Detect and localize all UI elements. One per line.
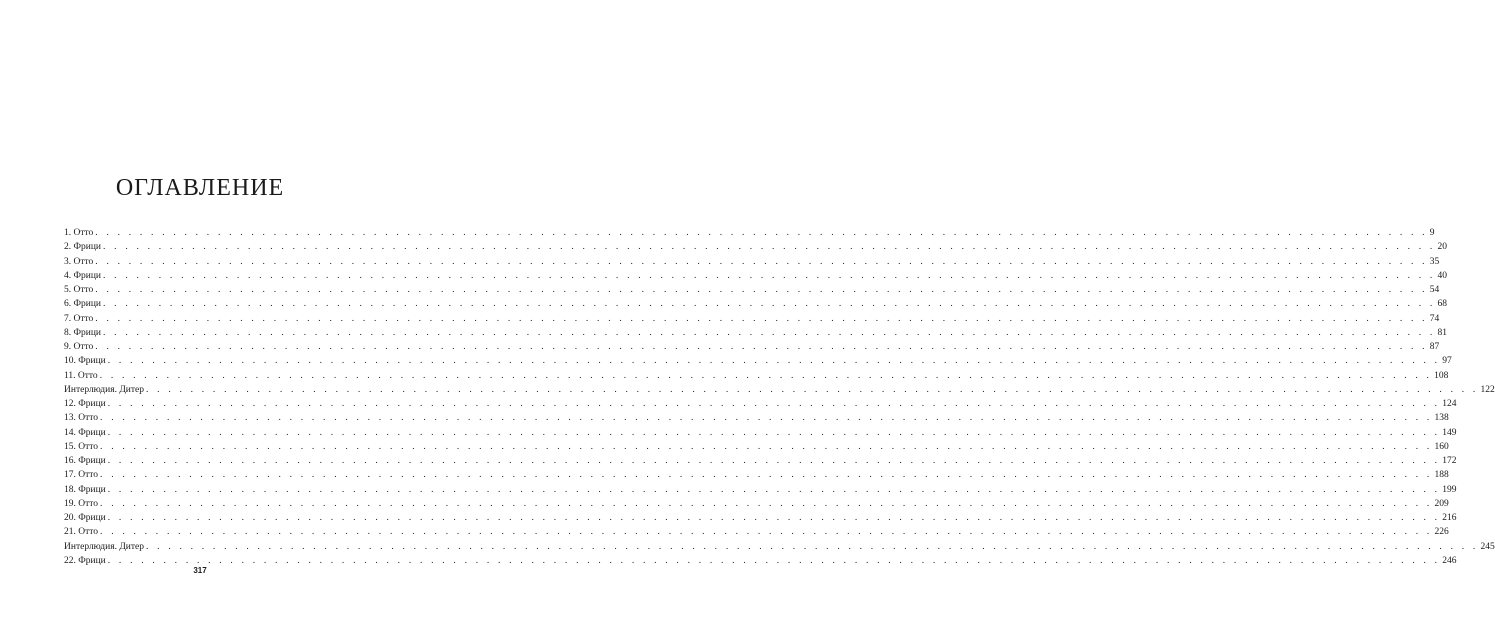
toc-dot-leader: . . . . . . . . . . . . . . . . . . . . . . . . . . . . . . . . . . . . . . . . . . . . . . . . . . . . . . . . . . . . . . . . . . . . . . . . . . . . . . . . . . . . . . . . . . . . . . . . . . . . . . . . . . . . . . . . . . . . . . . .	[107, 555, 1441, 566]
toc-dot-leader: . . . . . . . . . . . . . . . . . . . . . . . . . . . . . . . . . . . . . . . . . . . . . . . . . . . . . . . . . . . . . . . . . . . . . . . . . . . . . . . . . . . . . . . . . . . . . . . . . . . . . . . . . . . . . . . . . . . . . . . .	[100, 527, 1433, 538]
toc-dot-leader: . . . . . . . . . . . . . . . . . . . . . . . . . . . . . . . . . . . . . . . . . . . . . . . . . . . . . . . . . . . . . . . . . . . . . . . . . . . . . . . . . . . . . . . . . . . . . . . . . . . . . . . . . . . . . . . . . . . . . . . .	[100, 498, 1433, 509]
toc-dot-leader: . . . . . . . . . . . . . . . . . . . . . . . . . . . . . . . . . . . . . . . . . . . . . . . . . . . . . . . . . . . . . . . . . . . . . . . . . . . . . . . . . . . . . . . . . . . . . . . . . . . . . . . . . . . . . . . . . . . . . . . .	[100, 441, 1433, 452]
page-number: 317	[193, 566, 207, 575]
toc-entry-label: 10. Фрици	[64, 356, 106, 367]
toc-entry-label: 2. Фрици	[64, 242, 102, 253]
toc-entry-label: 5. Отто	[64, 285, 94, 295]
toc-dot-leader: . . . . . . . . . . . . . . . . . . . . . . . . . . . . . . . . . . . . . . . . . . . . . . . . . . . . . . . . . . . . . . . . . . . . . . . . . . . . . . . . . . . . . . . . . . . . . . . . . . . . . . . . . . . . . . . . . . . . . . . .	[107, 356, 1441, 367]
toc-entry-page: 108	[1434, 370, 1449, 381]
toc-entry-page: 138	[1434, 413, 1449, 424]
toc-entry-label: 20. Фрици	[64, 513, 106, 523]
toc-entry-page: 54	[1429, 285, 1440, 295]
toc-entry[interactable]	[64, 326, 1447, 340]
toc-entry-page: 35	[1429, 256, 1440, 267]
toc-dot-leader: . . . . . . . . . . . . . . . . . . . . . . . . . . . . . . . . . . . . . . . . . . . . . . . . . . . . . . . . . . . . . . . . . . . . . . . . . . . . . . . . . . . . . . . . . . . . . . . . . . . . . . . . . . . . . . . . . . . . . . . .	[146, 384, 1479, 395]
toc-dot-leader: . . . . . . . . . . . . . . . . . . . . . . . . . . . . . . . . . . . . . . . . . . . . . . . . . . . . . . . . . . . . . . . . . . . . . . . . . . . . . . . . . . . . . . . . . . . . . . . . . . . . . . . . . . . . . . . . . . . . . . . .	[103, 270, 1436, 281]
toc-entry-page: 74	[1429, 313, 1440, 324]
toc-entry-label: 12. Фрици	[64, 399, 106, 409]
toc-entry[interactable]	[64, 440, 1449, 454]
toc-entry-label: Интерлюдия. Дитер	[64, 384, 145, 395]
toc-entry-page: 97	[1442, 356, 1452, 367]
toc-entry-label: 19. Отто	[64, 498, 99, 509]
toc-dot-leader: . . . . . . . . . . . . . . . . . . . . . . . . . . . . . . . . . . . . . . . . . . . . . . . . . . . . . . . . . . . . . . . . . . . . . . . . . . . . . . . . . . . . . . . . . . . . . . . . . . . . . . . . . . . . . . . . . . . . . . . .	[103, 242, 1436, 253]
toc-dot-leader: . . . . . . . . . . . . . . . . . . . . . . . . . . . . . . . . . . . . . . . . . . . . . . . . . . . . . . . . . . . . . . . . . . . . . . . . . . . . . . . . . . . . . . . . . . . . . . . . . . . . . . . . . . . . . . . . . . . . . . . .	[95, 313, 1428, 324]
toc-dot-leader: . . . . . . . . . . . . . . . . . . . . . . . . . . . . . . . . . . . . . . . . . . . . . . . . . . . . . . . . . . . . . . . . . . . . . . . . . . . . . . . . . . . . . . . . . . . . . . . . . . . . . . . . . . . . . . . . . . . . . . . .	[146, 541, 1479, 552]
toc-entry[interactable]	[64, 226, 1435, 240]
table-of-contents	[64, 226, 1495, 568]
toc-entry-label: 9. Отто	[64, 342, 94, 352]
toc-dot-leader: . . . . . . . . . . . . . . . . . . . . . . . . . . . . . . . . . . . . . . . . . . . . . . . . . . . . . . . . . . . . . . . . . . . . . . . . . . . . . . . . . . . . . . . . . . . . . . . . . . . . . . . . . . . . . . . . . . . . . . . .	[107, 513, 1441, 523]
toc-entry-page: 122	[1480, 384, 1495, 395]
toc-entry[interactable]	[64, 240, 1447, 254]
toc-dot-leader: . . . . . . . . . . . . . . . . . . . . . . . . . . . . . . . . . . . . . . . . . . . . . . . . . . . . . . . . . . . . . . . . . . . . . . . . . . . . . . . . . . . . . . . . . . . . . . . . . . . . . . . . . . . . . . . . . . . . . . . .	[107, 456, 1441, 466]
toc-entry-label: 21. Отто	[64, 527, 99, 538]
toc-entry-label: 3. Отто	[64, 256, 94, 267]
toc-entry[interactable]	[64, 297, 1447, 311]
toc-dot-leader: . . . . . . . . . . . . . . . . . . . . . . . . . . . . . . . . . . . . . . . . . . . . . . . . . . . . . . . . . . . . . . . . . . . . . . . . . . . . . . . . . . . . . . . . . . . . . . . . . . . . . . . . . . . . . . . . . . . . . . . .	[100, 470, 1433, 481]
toc-entry-page: 226	[1434, 527, 1449, 538]
toc-entry[interactable]	[64, 540, 1495, 554]
toc-entry-page: 68	[1437, 299, 1447, 310]
toc-entry[interactable]	[64, 383, 1495, 397]
toc-dot-leader: . . . . . . . . . . . . . . . . . . . . . . . . . . . . . . . . . . . . . . . . . . . . . . . . . . . . . . . . . . . . . . . . . . . . . . . . . . . . . . . . . . . . . . . . . . . . . . . . . . . . . . . . . . . . . . . . . . . . . . . .	[99, 370, 1433, 381]
toc-entry[interactable]	[64, 483, 1457, 497]
toc-entry[interactable]	[64, 312, 1440, 326]
toc-entry-page: 124	[1442, 399, 1457, 409]
toc-entry[interactable]	[64, 454, 1457, 468]
toc-dot-leader: . . . . . . . . . . . . . . . . . . . . . . . . . . . . . . . . . . . . . . . . . . . . . . . . . . . . . . . . . . . . . . . . . . . . . . . . . . . . . . . . . . . . . . . . . . . . . . . . . . . . . . . . . . . . . . . . . . . . . . . .	[95, 228, 1428, 238]
toc-entry[interactable]	[64, 255, 1440, 269]
toc-entry-label: 4. Фрици	[64, 270, 102, 281]
toc-entry-label: 22. Фрици	[64, 555, 106, 566]
toc-entry-label: 8. Фрици	[64, 327, 102, 338]
toc-entry-page: 216	[1442, 513, 1457, 523]
toc-dot-leader: . . . . . . . . . . . . . . . . . . . . . . . . . . . . . . . . . . . . . . . . . . . . . . . . . . . . . . . . . . . . . . . . . . . . . . . . . . . . . . . . . . . . . . . . . . . . . . . . . . . . . . . . . . . . . . . . . . . . . . . .	[95, 256, 1428, 267]
toc-entry-page: 87	[1429, 342, 1440, 352]
toc-entry-page: 188	[1434, 470, 1449, 481]
toc-dot-leader: . . . . . . . . . . . . . . . . . . . . . . . . . . . . . . . . . . . . . . . . . . . . . . . . . . . . . . . . . . . . . . . . . . . . . . . . . . . . . . . . . . . . . . . . . . . . . . . . . . . . . . . . . . . . . . . . . . . . . . . .	[95, 342, 1428, 352]
toc-entry[interactable]	[64, 511, 1457, 525]
toc-entry-label: 14. Фрици	[64, 427, 106, 438]
toc-entry[interactable]	[64, 525, 1449, 539]
toc-entry-page: 172	[1442, 456, 1457, 466]
toc-entry-page: 9	[1429, 228, 1435, 238]
toc-entry[interactable]	[64, 468, 1449, 482]
toc-entry-label: 13. Отто	[64, 413, 99, 424]
toc-entry-page: 246	[1442, 555, 1457, 566]
toc-entry-page: 209	[1434, 498, 1449, 509]
toc-dot-leader: . . . . . . . . . . . . . . . . . . . . . . . . . . . . . . . . . . . . . . . . . . . . . . . . . . . . . . . . . . . . . . . . . . . . . . . . . . . . . . . . . . . . . . . . . . . . . . . . . . . . . . . . . . . . . . . . . . . . . . . .	[103, 299, 1436, 310]
toc-entry-label: 18. Фрици	[64, 484, 106, 495]
toc-dot-leader: . . . . . . . . . . . . . . . . . . . . . . . . . . . . . . . . . . . . . . . . . . . . . . . . . . . . . . . . . . . . . . . . . . . . . . . . . . . . . . . . . . . . . . . . . . . . . . . . . . . . . . . . . . . . . . . . . . . . . . . .	[103, 327, 1436, 338]
page-title: ОГЛАВЛЕНИЕ	[115, 175, 285, 201]
toc-entry[interactable]	[64, 269, 1447, 283]
toc-entry[interactable]	[64, 354, 1452, 368]
toc-entry[interactable]	[64, 369, 1449, 383]
toc-dot-leader: . . . . . . . . . . . . . . . . . . . . . . . . . . . . . . . . . . . . . . . . . . . . . . . . . . . . . . . . . . . . . . . . . . . . . . . . . . . . . . . . . . . . . . . . . . . . . . . . . . . . . . . . . . . . . . . . . . . . . . . .	[107, 484, 1441, 495]
toc-entry-label: 11. Отто	[64, 370, 98, 381]
toc-dot-leader: . . . . . . . . . . . . . . . . . . . . . . . . . . . . . . . . . . . . . . . . . . . . . . . . . . . . . . . . . . . . . . . . . . . . . . . . . . . . . . . . . . . . . . . . . . . . . . . . . . . . . . . . . . . . . . . . . . . . . . . .	[107, 427, 1441, 438]
toc-entry-page: 245	[1480, 541, 1495, 552]
toc-entry-label: 17. Отто	[64, 470, 99, 481]
toc-dot-leader: . . . . . . . . . . . . . . . . . . . . . . . . . . . . . . . . . . . . . . . . . . . . . . . . . . . . . . . . . . . . . . . . . . . . . . . . . . . . . . . . . . . . . . . . . . . . . . . . . . . . . . . . . . . . . . . . . . . . . . . .	[95, 285, 1428, 295]
toc-entry-label: Интерлюдия. Дитер	[64, 541, 145, 552]
toc-entry[interactable]	[64, 411, 1449, 425]
toc-entry[interactable]	[64, 283, 1440, 297]
toc-entry-label: 1. Отто	[64, 228, 94, 238]
toc-entry[interactable]	[64, 497, 1449, 511]
toc-entry-page: 199	[1442, 484, 1457, 495]
toc-dot-leader: . . . . . . . . . . . . . . . . . . . . . . . . . . . . . . . . . . . . . . . . . . . . . . . . . . . . . . . . . . . . . . . . . . . . . . . . . . . . . . . . . . . . . . . . . . . . . . . . . . . . . . . . . . . . . . . . . . . . . . . .	[107, 399, 1441, 409]
toc-dot-leader: . . . . . . . . . . . . . . . . . . . . . . . . . . . . . . . . . . . . . . . . . . . . . . . . . . . . . . . . . . . . . . . . . . . . . . . . . . . . . . . . . . . . . . . . . . . . . . . . . . . . . . . . . . . . . . . . . . . . . . . .	[100, 413, 1433, 424]
toc-entry-label: 15. Отто	[64, 441, 99, 452]
toc-entry-label: 6. Фрици	[64, 299, 102, 310]
toc-entry[interactable]	[64, 426, 1457, 440]
toc-entry[interactable]	[64, 397, 1457, 411]
toc-entry-label: 16. Фрици	[64, 456, 106, 466]
toc-entry-page: 81	[1437, 327, 1447, 338]
toc-entry-label: 7. Отто	[64, 313, 94, 324]
toc-entry[interactable]	[64, 340, 1440, 354]
toc-entry-page: 160	[1434, 441, 1449, 452]
toc-entry-page: 40	[1437, 270, 1447, 281]
toc-entry-page: 20	[1437, 242, 1447, 253]
toc-entry-page: 149	[1442, 427, 1457, 438]
